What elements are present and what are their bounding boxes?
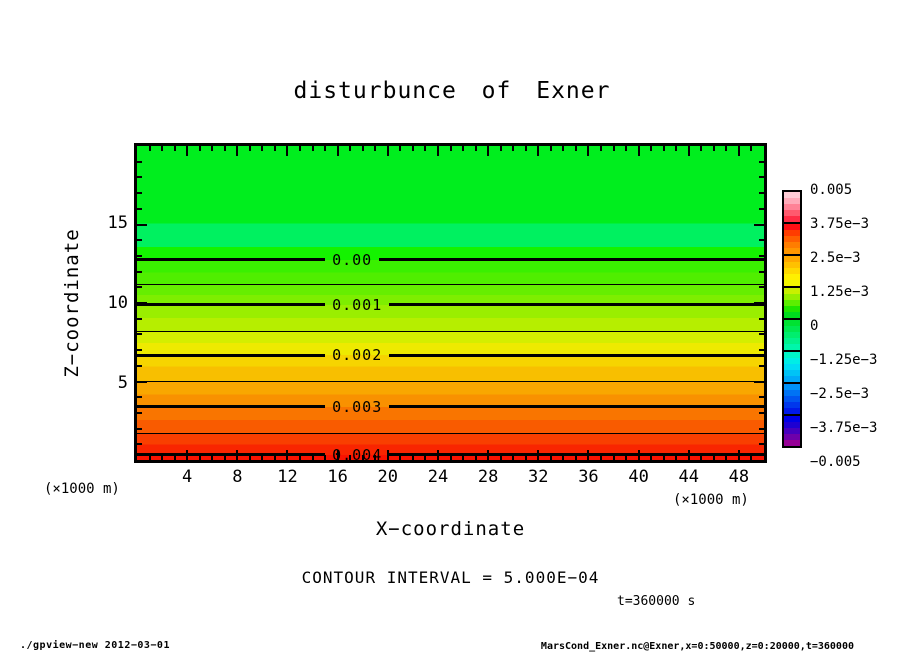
axis-tick — [387, 146, 389, 156]
axis-tick — [475, 146, 477, 151]
colorbar-tick-label: −3.75e−3 — [810, 420, 878, 436]
axis-tick — [137, 271, 142, 273]
axis-tick — [424, 146, 426, 151]
axis-tick — [587, 146, 589, 156]
colorbar-tick-label: 0.005 — [810, 182, 853, 198]
colorbar-segment — [782, 350, 802, 384]
axis-tick — [759, 443, 764, 445]
axis-tick — [759, 271, 764, 273]
colorbar-segment — [782, 286, 802, 320]
y-tick-label: 10 — [107, 293, 128, 313]
colorbar-segment — [782, 222, 802, 256]
axis-tick — [137, 365, 142, 367]
axis-tick — [759, 192, 764, 194]
axis-tick — [500, 146, 502, 151]
axis-tick — [625, 146, 627, 151]
contour-line — [137, 426, 764, 442]
axis-tick — [759, 365, 764, 367]
colorbar-tick-label: 2.5e−3 — [810, 250, 861, 266]
axis-tick — [487, 146, 489, 156]
axis-tick — [261, 146, 263, 151]
plot-area — [134, 143, 767, 463]
axis-tick — [663, 146, 665, 151]
contour-line — [137, 252, 764, 268]
colorbar-tick-label: 1.25e−3 — [810, 284, 870, 300]
contour-label: 0.00 — [332, 250, 373, 269]
contour-line — [137, 297, 764, 313]
contour-label: 0.001 — [332, 295, 383, 314]
axis-tick — [137, 239, 142, 241]
axis-tick — [137, 443, 142, 445]
axis-tick — [450, 146, 452, 151]
x-tick-label: 8 — [232, 467, 243, 487]
axis-tick — [700, 146, 702, 151]
contour-line — [137, 399, 764, 415]
axis-tick — [161, 146, 163, 151]
axis-tick — [738, 146, 740, 156]
colorbar-segment — [782, 318, 802, 352]
contour-line — [137, 447, 764, 463]
axis-tick — [525, 146, 527, 151]
axis-tick — [362, 146, 364, 151]
axis-tick — [759, 396, 764, 398]
y-axis-title: Z−coordinate — [61, 228, 83, 378]
x-axis-title: X−coordinate — [375, 518, 526, 540]
axis-tick — [675, 146, 677, 151]
axis-tick — [512, 146, 514, 151]
contour-line — [137, 324, 764, 340]
contour-interval-note: CONTOUR INTERVAL = 5.000E−04 — [301, 568, 600, 587]
x-tick-label: 44 — [678, 467, 699, 487]
x-tick-label: 48 — [728, 467, 750, 487]
axis-tick — [754, 224, 764, 226]
x-tick-label: 32 — [528, 467, 549, 487]
axis-tick — [324, 146, 326, 151]
footer-source-text: MarsCond_Exner.nc@Exner,x=0:50000,z=0:20000,t=360000 — [540, 641, 854, 652]
colorbar-segments — [782, 190, 802, 448]
x-tick-label: 4 — [182, 467, 193, 487]
x-axis-unit: (×1000 m) — [673, 492, 749, 508]
axis-tick — [759, 208, 764, 210]
axis-tick — [650, 146, 652, 151]
colorbar-segment — [782, 414, 802, 448]
colorbar-tick-label: 0 — [810, 318, 819, 334]
axis-tick — [412, 146, 414, 151]
axis-tick — [174, 146, 176, 151]
axis-tick — [137, 192, 142, 194]
axis-tick — [462, 146, 464, 151]
axis-tick — [750, 146, 752, 151]
axis-tick — [224, 146, 226, 151]
axis-tick — [236, 146, 238, 156]
axis-tick — [211, 146, 213, 151]
x-tick-labels — [137, 467, 764, 487]
x-tick-label: 20 — [377, 467, 399, 487]
axis-tick — [550, 146, 552, 151]
axis-tick — [374, 146, 376, 151]
axis-tick — [759, 239, 764, 241]
x-tick-label: 36 — [578, 467, 599, 487]
time-label: t=360000 s — [617, 594, 696, 609]
colorbar — [782, 182, 878, 470]
x-tick-label: 16 — [327, 467, 348, 487]
axis-tick — [638, 146, 640, 156]
axis-tick — [613, 146, 615, 151]
axis-tick — [186, 146, 188, 156]
axis-tick — [600, 146, 602, 151]
axis-tick — [759, 176, 764, 178]
axis-tick — [299, 146, 301, 151]
axis-tick — [199, 146, 201, 151]
y-tick-label: 15 — [107, 213, 128, 233]
colorbar-tick-label: 3.75e−3 — [810, 216, 870, 232]
colorbar-tick-label: −2.5e−3 — [810, 386, 870, 402]
axis-tick — [537, 146, 539, 156]
x-tick-label: 12 — [277, 467, 298, 487]
axis-tick — [286, 146, 288, 156]
axis-tick — [759, 161, 764, 163]
axis-tick — [713, 146, 715, 151]
colorbar-segment — [782, 254, 802, 288]
axis-tick — [575, 146, 577, 151]
axis-tick — [437, 146, 439, 156]
colorbar-segment — [782, 382, 802, 416]
chart-title: disturbunce of Exner — [293, 78, 611, 104]
axis-tick — [137, 161, 142, 163]
axis-tick — [562, 146, 564, 151]
footer-command-text: ./gpview−new 2012−03−01 — [20, 640, 170, 651]
axis-tick — [137, 318, 142, 320]
axis-tick — [337, 146, 339, 156]
axis-tick — [399, 146, 401, 151]
y-tick-labels — [86, 143, 128, 463]
axis-tick — [137, 224, 147, 226]
y-tick-label: 5 — [117, 373, 128, 393]
contour-label: 0.003 — [332, 397, 383, 416]
x-tick-label: 40 — [628, 467, 649, 487]
axis-tick — [137, 176, 142, 178]
contour-line — [137, 276, 764, 292]
contour-label: 0.002 — [332, 346, 383, 365]
x-tick-label: 28 — [477, 467, 499, 487]
axis-tick — [249, 146, 251, 151]
colorbar-tick-label: −0.005 — [810, 454, 861, 470]
x-tick-label: 24 — [427, 467, 449, 487]
colorbar-segment — [782, 190, 802, 224]
axis-tick — [137, 396, 142, 398]
colorbar-tick-label: −1.25e−3 — [810, 352, 878, 368]
contour-line — [137, 347, 764, 363]
contour-line — [137, 374, 764, 390]
axis-tick — [725, 146, 727, 151]
y-axis-unit: (×1000 m) — [44, 481, 120, 497]
axis-tick — [274, 146, 276, 151]
axis-tick — [312, 146, 314, 151]
axis-tick — [349, 146, 351, 151]
axis-tick — [688, 146, 690, 156]
axis-tick — [149, 146, 151, 151]
contour-label: 0.004 — [332, 445, 383, 464]
axis-tick — [137, 208, 142, 210]
axis-tick — [759, 318, 764, 320]
